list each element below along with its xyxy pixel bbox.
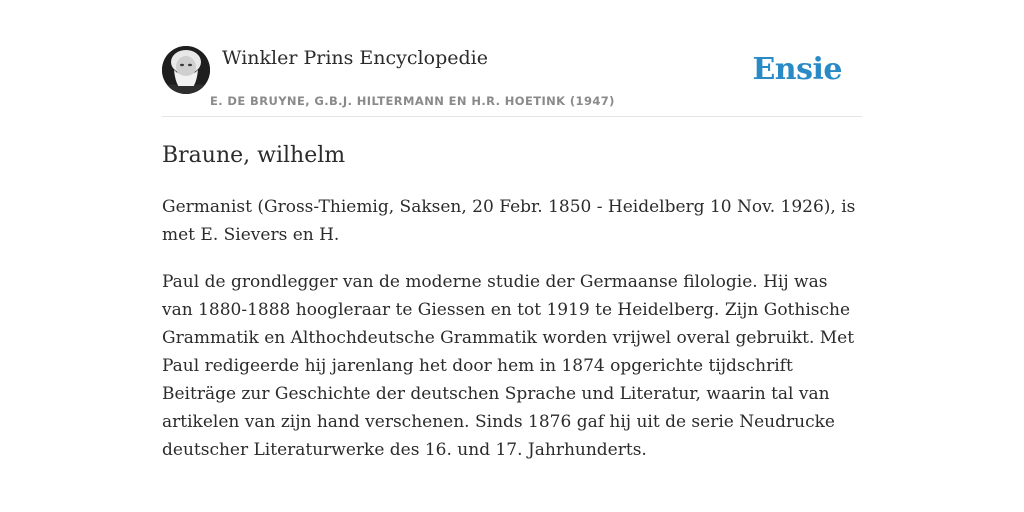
ensie-logo-link[interactable]: Ensie (752, 52, 842, 87)
article-paragraph-1: Germanist (Gross-Thiemig, Saksen, 20 Febr. 1850 - Heidelberg 10 Nov. 1926), is met E. Sievers en H. (162, 197, 856, 245)
author-avatar (162, 46, 210, 94)
page-container (162, 44, 862, 464)
publication-authors: E. DE BRUYNE, G.B.J. HILTERMANN EN H.R. HOETINK (1947) (210, 94, 615, 108)
publication-title[interactable]: Winkler Prins Encyclopedie (222, 47, 488, 69)
portrait-icon (162, 46, 210, 94)
publication-header (162, 44, 862, 117)
article-paragraph-2: Paul de grondlegger van de moderne studie der Germaanse filologie. Hij was van 1880-1888 hoogleraar te Giessen en tot 1919 te Heidelberg. Zijn Gothische Grammatik en Althochdeutsche Grammatik worden vrijwel overal gebruikt. Met Paul redigeerde hij jarenlang het door hem in 1874 opgerichte tijdschrift Beiträge zur Geschichte der deutschen Sprache und Literatur, waarin tal van artikelen van zijn hand verschenen. Sinds 1876 gaf hij uit de serie Neudrucke deutscher Literaturwerke des 16. und 17. Jahrhunderts. (162, 272, 855, 460)
article-title: Braune, wilhelm (162, 143, 346, 168)
